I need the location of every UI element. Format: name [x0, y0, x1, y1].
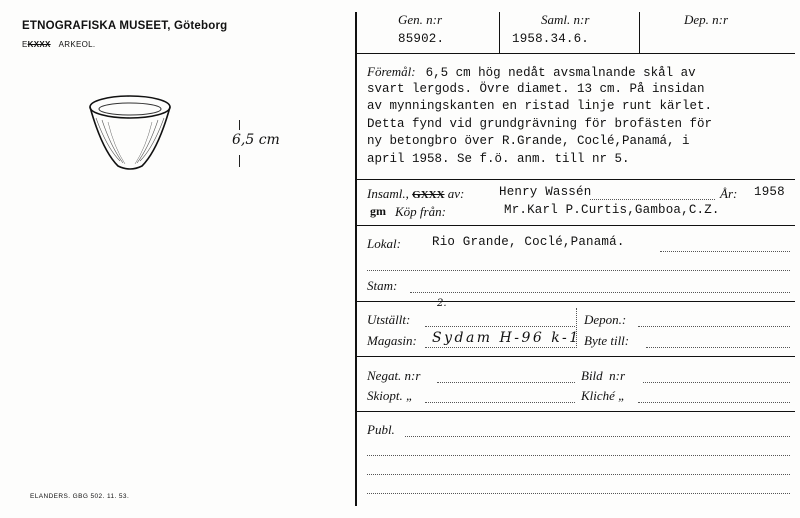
- department-prefix: E: [22, 40, 28, 49]
- stam-label: Stam:: [367, 278, 398, 293]
- publ-dotline-1: [405, 436, 790, 437]
- publ-dotline-4: [367, 493, 790, 494]
- magasin-bottom-line: [356, 356, 795, 357]
- utstallt-dotline: [425, 326, 575, 327]
- insaml-value: Henry Wassén: [499, 185, 592, 199]
- size-note: 6,5 cm: [232, 132, 280, 148]
- bild-dotline: [643, 382, 790, 383]
- lokal-dotline-1: [660, 251, 790, 252]
- size-tick-bottom: [239, 155, 240, 167]
- foremal-label: Föremål:: [367, 64, 416, 79]
- insaml-dotline: [590, 199, 715, 200]
- foremal-line-0: Föremål: 6,5 cm hög nedåt avsmalnande skål av: [367, 64, 696, 80]
- magasin-label: Magasin:: [367, 333, 417, 348]
- department-struck: KXXX: [27, 40, 51, 49]
- insaml-bottom-line: [356, 225, 795, 226]
- bild-label: Bild n:r: [581, 368, 626, 383]
- printer-line: ELANDERS. GBG 502. 11. 53.: [30, 493, 130, 500]
- negat-dotline: [437, 382, 575, 383]
- bowl-sketch: [80, 92, 230, 182]
- publ-label: Publ.: [367, 422, 395, 437]
- stam-dotline: [410, 292, 790, 293]
- kop-label: Köp från:: [395, 204, 446, 219]
- utstallt-mark: 2.: [437, 298, 447, 309]
- publ-dotline-3: [367, 474, 790, 475]
- department-name: ARKEOL.: [58, 40, 96, 49]
- saml-label: Saml. n:r: [541, 12, 590, 27]
- depon-dotline: [638, 326, 790, 327]
- utstallt-label: Utställt:: [367, 312, 411, 327]
- kliche-label: Kliché „: [581, 388, 626, 403]
- byte-dotline: [646, 347, 790, 348]
- stam-bottom-line: [356, 301, 795, 302]
- magasin-dotline: [425, 347, 575, 348]
- ar-value: 1958: [754, 185, 785, 199]
- skiopt-bottom-line: [356, 411, 795, 412]
- dep-label: Dep. n:r: [684, 12, 729, 27]
- depon-label: Depon.:: [584, 312, 627, 327]
- foremal-line-2: av mynningskanten en ristad linje runt kärlet.: [367, 99, 713, 114]
- kliche-dotline: [638, 402, 790, 403]
- size-tick-top: [239, 120, 240, 130]
- byte-label: Byte till:: [584, 333, 630, 348]
- gen-value: 85902.: [398, 32, 445, 46]
- gen-label: Gen. n:r: [398, 12, 443, 27]
- negat-label: Negat. n:r: [367, 368, 421, 383]
- museum-title: ETNOGRAFISKA MUSEET, Göteborg: [22, 20, 228, 32]
- lokal-label: Lokal:: [367, 236, 401, 251]
- ar-label: År:: [720, 186, 738, 201]
- skiopt-dotline: [425, 402, 575, 403]
- lokal-dotline-2: [367, 270, 790, 271]
- insaml-struck: GXXX: [412, 189, 445, 201]
- skiopt-label: Skiopt. „: [367, 388, 414, 403]
- foremal-line-1: svart lergods. Övre diamet. 13 cm. På insidan: [367, 81, 705, 96]
- header-divider-1: [499, 12, 500, 53]
- header-divider-2: [639, 12, 640, 53]
- magasin-value: Sydam H-96 k-1: [432, 330, 581, 346]
- foremal-line-3: Detta fynd vid grundgrävning för brofästen för: [367, 116, 713, 131]
- lokal-value: Rio Grande, Coclé,Panamá.: [432, 235, 625, 249]
- foremal-line-5: april 1958. Se f.ö. anm. till nr 5.: [367, 151, 630, 166]
- foremal-description: [367, 63, 787, 169]
- insaml-label: Insaml., GXXX av:: [367, 186, 465, 201]
- publ-dotline-2: [367, 455, 790, 456]
- saml-value: 1958.34.6.: [512, 32, 590, 46]
- foremal-line-4: ny betongbro över R.Grande, Coclé,Panamá, i: [367, 134, 690, 149]
- kop-value: Mr.Karl P.Curtis,Gamboa,C.Z.: [504, 203, 720, 217]
- gm-mark: gm: [370, 204, 386, 218]
- foremal-bottom-line: [356, 179, 795, 180]
- header-bottom-line: [356, 53, 795, 54]
- department-line: [22, 40, 95, 49]
